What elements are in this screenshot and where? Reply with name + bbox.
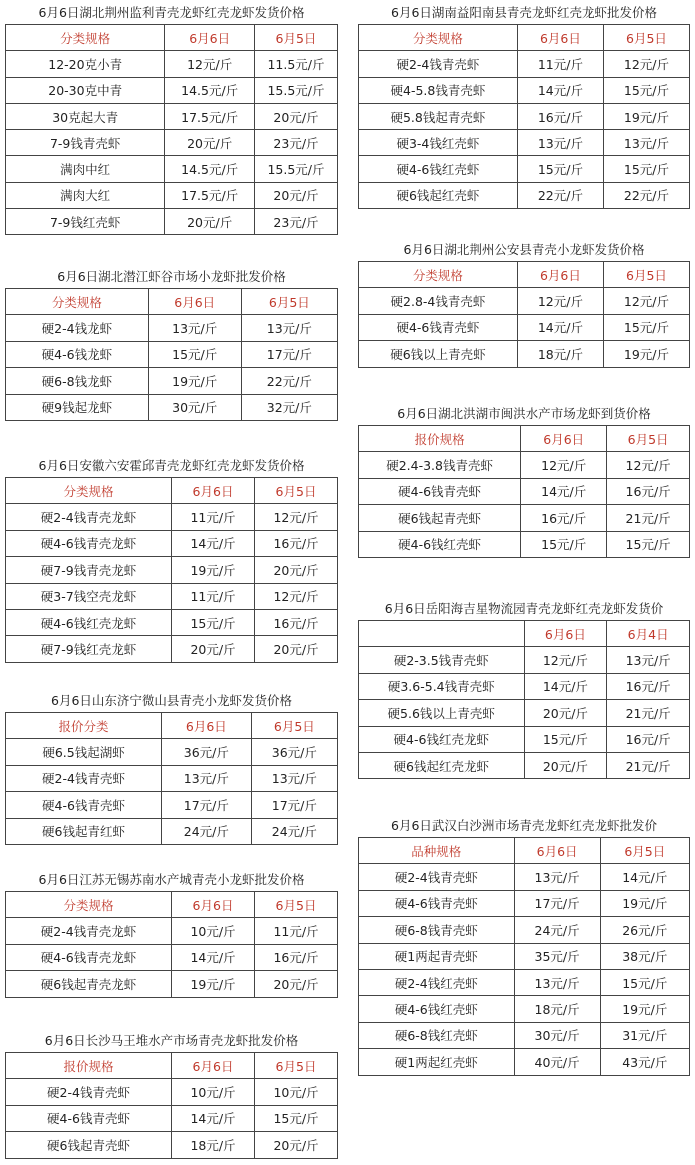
- table-title: 6月6日湖南益阳南县青壳龙虾红壳龙虾批发价格: [391, 5, 657, 20]
- price-cell: 14.5元/斤: [165, 77, 255, 103]
- price-table: [358, 620, 690, 779]
- price-table-gongan: [358, 239, 690, 368]
- table-row: [6, 77, 338, 103]
- spec-cell: 硬5.6钱以上青壳虾: [359, 700, 525, 726]
- price-cell: 20元/斤: [254, 182, 337, 208]
- price-table-weishan: [5, 690, 338, 845]
- column-header: 6月6日: [514, 838, 600, 864]
- table-row: [6, 583, 338, 609]
- price-cell: 22元/斤: [603, 182, 689, 208]
- table-row: [6, 765, 338, 791]
- table-row: [359, 726, 690, 752]
- table-row: [359, 478, 690, 504]
- table-row: [6, 739, 338, 765]
- table-header-row: [359, 25, 690, 51]
- price-cell: 15元/斤: [603, 314, 689, 340]
- table-row: [6, 1105, 338, 1131]
- spec-cell: 硬4-6钱青壳虾: [359, 314, 518, 340]
- table-row: [359, 890, 690, 916]
- table-row: [6, 1079, 338, 1105]
- spec-cell: 硬6-8钱红壳虾: [359, 1022, 515, 1048]
- table-row: [6, 1132, 338, 1158]
- column-header: 6月5日: [603, 25, 689, 51]
- spec-cell: 7-9钱红壳虾: [6, 209, 165, 235]
- price-cell: 20元/斤: [524, 752, 607, 778]
- price-table-qianjiang: [5, 266, 338, 421]
- column-header: 6月5日: [254, 25, 337, 51]
- price-cell: 14元/斤: [172, 530, 255, 556]
- table-row: [359, 314, 690, 340]
- price-table: [358, 24, 690, 209]
- table-row: [6, 918, 338, 944]
- spec-cell: 12-20克小青: [6, 51, 165, 77]
- column-header: 报价分类: [6, 713, 162, 739]
- column-header: 6月6日: [172, 478, 255, 504]
- price-cell: 13元/斤: [241, 315, 337, 341]
- price-cell: 11元/斤: [255, 918, 338, 944]
- table-header-row: [6, 25, 338, 51]
- column-header: 6月6日: [148, 289, 241, 315]
- table-row: [359, 943, 690, 969]
- table-header-row: [359, 838, 690, 864]
- table-row: [359, 996, 690, 1022]
- table-row: [6, 792, 338, 818]
- price-cell: 15.5元/斤: [254, 77, 337, 103]
- price-cell: 15元/斤: [524, 726, 607, 752]
- column-header: 6月6日: [172, 892, 255, 918]
- price-cell: 10元/斤: [255, 1079, 338, 1105]
- price-cell: 36元/斤: [162, 739, 252, 765]
- table-row: [359, 864, 690, 890]
- spec-cell: 硬4-6钱红壳虾: [359, 531, 521, 557]
- price-cell: 13元/斤: [162, 765, 252, 791]
- table-row: [6, 130, 338, 156]
- column-header: 6月6日: [517, 25, 603, 51]
- price-cell: 16元/斤: [255, 530, 338, 556]
- table-row: [359, 341, 690, 367]
- price-cell: 24元/斤: [251, 818, 337, 844]
- price-cell: 38元/斤: [600, 943, 689, 969]
- price-cell: 32元/斤: [241, 394, 337, 420]
- spec-cell: 硬4-5.8钱青壳虾: [359, 77, 518, 103]
- spec-cell: 硬4-6钱红壳龙虾: [359, 726, 525, 752]
- price-cell: 18元/斤: [514, 996, 600, 1022]
- table-row: [6, 530, 338, 556]
- price-cell: 20元/斤: [165, 130, 255, 156]
- column-header: 6月4日: [607, 621, 690, 647]
- column-header: 报价规格: [6, 1053, 172, 1079]
- spec-cell: 硬4-6钱青壳龙虾: [6, 530, 172, 556]
- table-title: 6月6日湖北潜江虾谷市场小龙虾批发价格: [57, 269, 286, 284]
- table-row: [359, 182, 690, 208]
- price-cell: 16元/斤: [255, 944, 338, 970]
- price-cell: 14.5元/斤: [165, 156, 255, 182]
- spec-cell: 硬3.6-5.4钱青壳虾: [359, 673, 525, 699]
- table-header-row: [6, 289, 338, 315]
- price-cell: 19元/斤: [172, 971, 255, 997]
- table-title: 6月6日湖北洪湖市闽洪水产市场龙虾到货价格: [397, 406, 651, 421]
- price-cell: 16元/斤: [517, 103, 603, 129]
- price-table-honghu: [358, 403, 690, 558]
- price-cell: 14元/斤: [524, 673, 607, 699]
- table-row: [359, 51, 690, 77]
- spec-cell: 硬4-6钱龙虾: [6, 341, 149, 367]
- column-header: 品种规格: [359, 838, 515, 864]
- price-table: [358, 425, 690, 558]
- table-row: [359, 505, 690, 531]
- price-cell: 12元/斤: [255, 583, 338, 609]
- table-row: [359, 673, 690, 699]
- price-table: [358, 261, 690, 368]
- column-header: 分类规格: [6, 478, 172, 504]
- price-cell: 12元/斤: [517, 288, 603, 314]
- column-header: 6月5日: [600, 838, 689, 864]
- price-table: [358, 837, 690, 1076]
- spec-cell: 30克起大青: [6, 103, 165, 129]
- table-title: 6月6日安徽六安霍邱青壳龙虾红壳龙虾发货价格: [38, 458, 305, 473]
- table-row: [359, 103, 690, 129]
- spec-cell: 7-9钱青壳虾: [6, 130, 165, 156]
- table-row: [6, 341, 338, 367]
- price-cell: 13元/斤: [251, 765, 337, 791]
- price-cell: 17元/斤: [241, 341, 337, 367]
- table-row: [6, 209, 338, 235]
- price-cell: 23元/斤: [254, 130, 337, 156]
- price-cell: 11元/斤: [517, 51, 603, 77]
- spec-cell: 满肉大红: [6, 182, 165, 208]
- column-header: 分类规格: [6, 289, 149, 315]
- price-cell: 22元/斤: [517, 182, 603, 208]
- price-cell: 20元/斤: [255, 557, 338, 583]
- table-row: [359, 77, 690, 103]
- price-cell: 16元/斤: [521, 505, 607, 531]
- price-cell: 14元/斤: [517, 314, 603, 340]
- price-table-yueyang: [358, 598, 690, 779]
- spec-cell: 硬4-6钱红壳龙虾: [6, 609, 172, 635]
- price-cell: 13元/斤: [148, 315, 241, 341]
- price-cell: 17.5元/斤: [165, 103, 255, 129]
- spec-cell: 硬2-4钱青壳虾: [6, 765, 162, 791]
- table-row: [359, 647, 690, 673]
- spec-cell: 硬1两起青壳虾: [359, 943, 515, 969]
- price-cell: 12元/斤: [165, 51, 255, 77]
- price-cell: 36元/斤: [251, 739, 337, 765]
- column-header: 6月6日: [521, 426, 607, 452]
- price-cell: 11元/斤: [172, 504, 255, 530]
- table-row: [6, 818, 338, 844]
- spec-cell: 硬5.8钱起青壳虾: [359, 103, 518, 129]
- table-row: [359, 130, 690, 156]
- price-cell: 17元/斤: [162, 792, 252, 818]
- spec-cell: 硬6.5钱起湖虾: [6, 739, 162, 765]
- column-header: 分类规格: [359, 262, 518, 288]
- price-cell: 19元/斤: [172, 557, 255, 583]
- spec-cell: 满肉中红: [6, 156, 165, 182]
- price-cell: 14元/斤: [521, 478, 607, 504]
- price-cell: 11.5元/斤: [254, 51, 337, 77]
- price-cell: 21元/斤: [607, 700, 690, 726]
- price-cell: 15元/斤: [600, 969, 689, 995]
- column-header: 分类规格: [6, 892, 172, 918]
- price-cell: 40元/斤: [514, 1049, 600, 1075]
- price-table-nanxian: [358, 2, 690, 209]
- column-header: 6月5日: [603, 262, 689, 288]
- table-header-row: [6, 892, 338, 918]
- price-cell: 16元/斤: [607, 673, 690, 699]
- price-cell: 10元/斤: [172, 918, 255, 944]
- spec-cell: 硬6钱起青壳虾: [6, 1132, 172, 1158]
- table-row: [359, 1022, 690, 1048]
- column-header: 分类规格: [6, 25, 165, 51]
- price-cell: 31元/斤: [600, 1022, 689, 1048]
- price-cell: 13元/斤: [514, 864, 600, 890]
- column-header: 6月5日: [255, 1053, 338, 1079]
- price-cell: 17元/斤: [514, 890, 600, 916]
- column-header: 报价规格: [359, 426, 521, 452]
- spec-cell: 20-30克中青: [6, 77, 165, 103]
- column-header: 分类规格: [359, 25, 518, 51]
- column-header: 6月5日: [241, 289, 337, 315]
- price-table: [5, 288, 338, 421]
- spec-cell: 硬3-7钱空壳龙虾: [6, 583, 172, 609]
- table-header-row: [6, 713, 338, 739]
- table-row: [359, 452, 690, 478]
- price-cell: 16元/斤: [607, 478, 690, 504]
- price-cell: 14元/斤: [517, 77, 603, 103]
- table-row: [6, 394, 338, 420]
- price-cell: 14元/斤: [172, 1105, 255, 1131]
- table-title: 6月6日山东济宁微山县青壳小龙虾发货价格: [51, 693, 292, 708]
- price-table-huoqiu: [5, 455, 338, 663]
- table-row: [6, 103, 338, 129]
- table-header-row: [359, 426, 690, 452]
- price-cell: 15元/斤: [521, 531, 607, 557]
- spec-cell: 硬6-8钱龙虾: [6, 368, 149, 394]
- price-table: [5, 712, 338, 845]
- price-cell: 15元/斤: [172, 609, 255, 635]
- table-title: 6月6日武汉白沙洲市场青壳龙虾红壳龙虾批发价: [391, 818, 657, 833]
- table-header-row: [6, 478, 338, 504]
- table-row: [6, 156, 338, 182]
- table-header-row: [359, 621, 690, 647]
- price-cell: 23元/斤: [254, 209, 337, 235]
- price-cell: 12元/斤: [524, 647, 607, 673]
- table-row: [6, 504, 338, 530]
- spec-cell: 硬2-4钱青壳龙虾: [6, 918, 172, 944]
- price-cell: 12元/斤: [603, 288, 689, 314]
- table-title: 6月6日湖北荆州公安县青壳小龙虾发货价格: [403, 242, 645, 257]
- spec-cell: 硬6钱起红壳龙虾: [359, 752, 525, 778]
- price-cell: 13元/斤: [514, 969, 600, 995]
- price-cell: 13元/斤: [603, 130, 689, 156]
- table-row: [359, 752, 690, 778]
- price-cell: 19元/斤: [603, 341, 689, 367]
- spec-cell: 硬4-6钱青壳虾: [6, 792, 162, 818]
- spec-cell: 硬7-9钱红壳龙虾: [6, 636, 172, 662]
- price-cell: 13元/斤: [517, 130, 603, 156]
- price-cell: 11元/斤: [172, 583, 255, 609]
- column-header: 6月6日: [162, 713, 252, 739]
- table-title: 6月6日湖北荆州监利青壳龙虾红壳龙虾发货价格: [38, 5, 305, 20]
- spec-cell: 硬4-6钱红壳虾: [359, 996, 515, 1022]
- price-cell: 30元/斤: [514, 1022, 600, 1048]
- price-cell: 26元/斤: [600, 917, 689, 943]
- price-table: [5, 477, 338, 663]
- spec-cell: 硬2-4钱青壳虾: [6, 1079, 172, 1105]
- spec-cell: 硬6钱起红壳虾: [359, 182, 518, 208]
- column-header: [359, 621, 525, 647]
- price-cell: 20元/斤: [254, 103, 337, 129]
- price-table-wuxi: [5, 869, 338, 998]
- spec-cell: 硬2.8-4钱青壳虾: [359, 288, 518, 314]
- column-header: 6月5日: [251, 713, 337, 739]
- spec-cell: 硬4-6钱青壳虾: [359, 890, 515, 916]
- price-table-changsha: [5, 1030, 338, 1159]
- price-cell: 18元/斤: [517, 341, 603, 367]
- price-cell: 15元/斤: [603, 77, 689, 103]
- table-row: [359, 288, 690, 314]
- price-cell: 14元/斤: [172, 944, 255, 970]
- table-row: [6, 636, 338, 662]
- price-cell: 21元/斤: [607, 505, 690, 531]
- price-cell: 20元/斤: [165, 209, 255, 235]
- spec-cell: 硬4-6钱青壳虾: [359, 478, 521, 504]
- price-cell: 15元/斤: [603, 156, 689, 182]
- price-cell: 35元/斤: [514, 943, 600, 969]
- price-cell: 15.5元/斤: [254, 156, 337, 182]
- price-cell: 12元/斤: [603, 51, 689, 77]
- price-cell: 19元/斤: [603, 103, 689, 129]
- spec-cell: 硬2.4-3.8钱青壳虾: [359, 452, 521, 478]
- table-title: 6月6日岳阳海吉星物流园青壳龙虾红壳龙虾发货价: [384, 601, 664, 616]
- table-row: [359, 156, 690, 182]
- price-cell: 16元/斤: [255, 609, 338, 635]
- table-row: [6, 182, 338, 208]
- price-cell: 16元/斤: [607, 726, 690, 752]
- price-cell: 18元/斤: [172, 1132, 255, 1158]
- price-cell: 19元/斤: [148, 368, 241, 394]
- price-cell: 10元/斤: [172, 1079, 255, 1105]
- column-header: 6月6日: [172, 1053, 255, 1079]
- price-cell: 20元/斤: [172, 636, 255, 662]
- spec-cell: 硬2-4钱龙虾: [6, 315, 149, 341]
- price-cell: 24元/斤: [514, 917, 600, 943]
- column-header: 6月5日: [255, 478, 338, 504]
- price-cell: 19元/斤: [600, 890, 689, 916]
- spec-cell: 硬6钱以上青壳虾: [359, 341, 518, 367]
- price-table: [5, 1052, 338, 1159]
- table-row: [6, 51, 338, 77]
- price-cell: 13元/斤: [607, 647, 690, 673]
- price-cell: 20元/斤: [255, 971, 338, 997]
- price-cell: 20元/斤: [255, 1132, 338, 1158]
- table-row: [6, 971, 338, 997]
- column-header: 6月5日: [607, 426, 690, 452]
- table-row: [6, 368, 338, 394]
- spec-cell: 硬2-4钱青壳虾: [359, 864, 515, 890]
- price-cell: 20元/斤: [524, 700, 607, 726]
- price-cell: 15元/斤: [148, 341, 241, 367]
- spec-cell: 硬2-4钱青壳虾: [359, 51, 518, 77]
- price-cell: 15元/斤: [517, 156, 603, 182]
- spec-cell: 硬6钱起青壳虾: [359, 505, 521, 531]
- spec-cell: 硬1两起红壳虾: [359, 1049, 515, 1075]
- table-row: [6, 609, 338, 635]
- spec-cell: 硬4-6钱青壳龙虾: [6, 944, 172, 970]
- price-cell: 12元/斤: [521, 452, 607, 478]
- table-row: [359, 531, 690, 557]
- price-cell: 15元/斤: [255, 1105, 338, 1131]
- price-cell: 17.5元/斤: [165, 182, 255, 208]
- price-cell: 17元/斤: [251, 792, 337, 818]
- column-header: 6月6日: [165, 25, 255, 51]
- table-title: 6月6日江苏无锡苏南水产城青壳小龙虾批发价格: [38, 872, 305, 887]
- spec-cell: 硬3-4钱红壳虾: [359, 130, 518, 156]
- table-row: [359, 1049, 690, 1075]
- price-cell: 12元/斤: [255, 504, 338, 530]
- column-header: 6月6日: [524, 621, 607, 647]
- table-row: [6, 944, 338, 970]
- column-header: 6月5日: [255, 892, 338, 918]
- price-table: [5, 891, 338, 998]
- table-row: [359, 969, 690, 995]
- price-cell: 15元/斤: [607, 531, 690, 557]
- price-table-baishazhou: [358, 815, 690, 1076]
- price-cell: 20元/斤: [255, 636, 338, 662]
- table-row: [6, 557, 338, 583]
- table-header-row: [6, 1053, 338, 1079]
- spec-cell: 硬9钱起龙虾: [6, 394, 149, 420]
- spec-cell: 硬6钱起青红虾: [6, 818, 162, 844]
- price-cell: 12元/斤: [607, 452, 690, 478]
- price-cell: 21元/斤: [607, 752, 690, 778]
- price-cell: 19元/斤: [600, 996, 689, 1022]
- price-cell: 30元/斤: [148, 394, 241, 420]
- column-header: 6月6日: [517, 262, 603, 288]
- price-table: [5, 24, 338, 235]
- table-row: [359, 917, 690, 943]
- table-row: [6, 315, 338, 341]
- spec-cell: 硬2-4钱红壳虾: [359, 969, 515, 995]
- spec-cell: 硬4-6钱青壳虾: [6, 1105, 172, 1131]
- spec-cell: 硬7-9钱青壳龙虾: [6, 557, 172, 583]
- spec-cell: 硬6-8钱青壳虾: [359, 917, 515, 943]
- price-cell: 43元/斤: [600, 1049, 689, 1075]
- spec-cell: 硬6钱起青壳龙虾: [6, 971, 172, 997]
- price-table-jianli: [5, 2, 338, 235]
- spec-cell: 硬2-4钱青壳龙虾: [6, 504, 172, 530]
- spec-cell: 硬2-3.5钱青壳虾: [359, 647, 525, 673]
- table-title: 6月6日长沙马王堆水产市场青壳龙虾批发价格: [44, 1033, 299, 1048]
- table-row: [359, 700, 690, 726]
- price-cell: 22元/斤: [241, 368, 337, 394]
- price-cell: 14元/斤: [600, 864, 689, 890]
- spec-cell: 硬4-6钱红壳虾: [359, 156, 518, 182]
- price-cell: 24元/斤: [162, 818, 252, 844]
- table-header-row: [359, 262, 690, 288]
